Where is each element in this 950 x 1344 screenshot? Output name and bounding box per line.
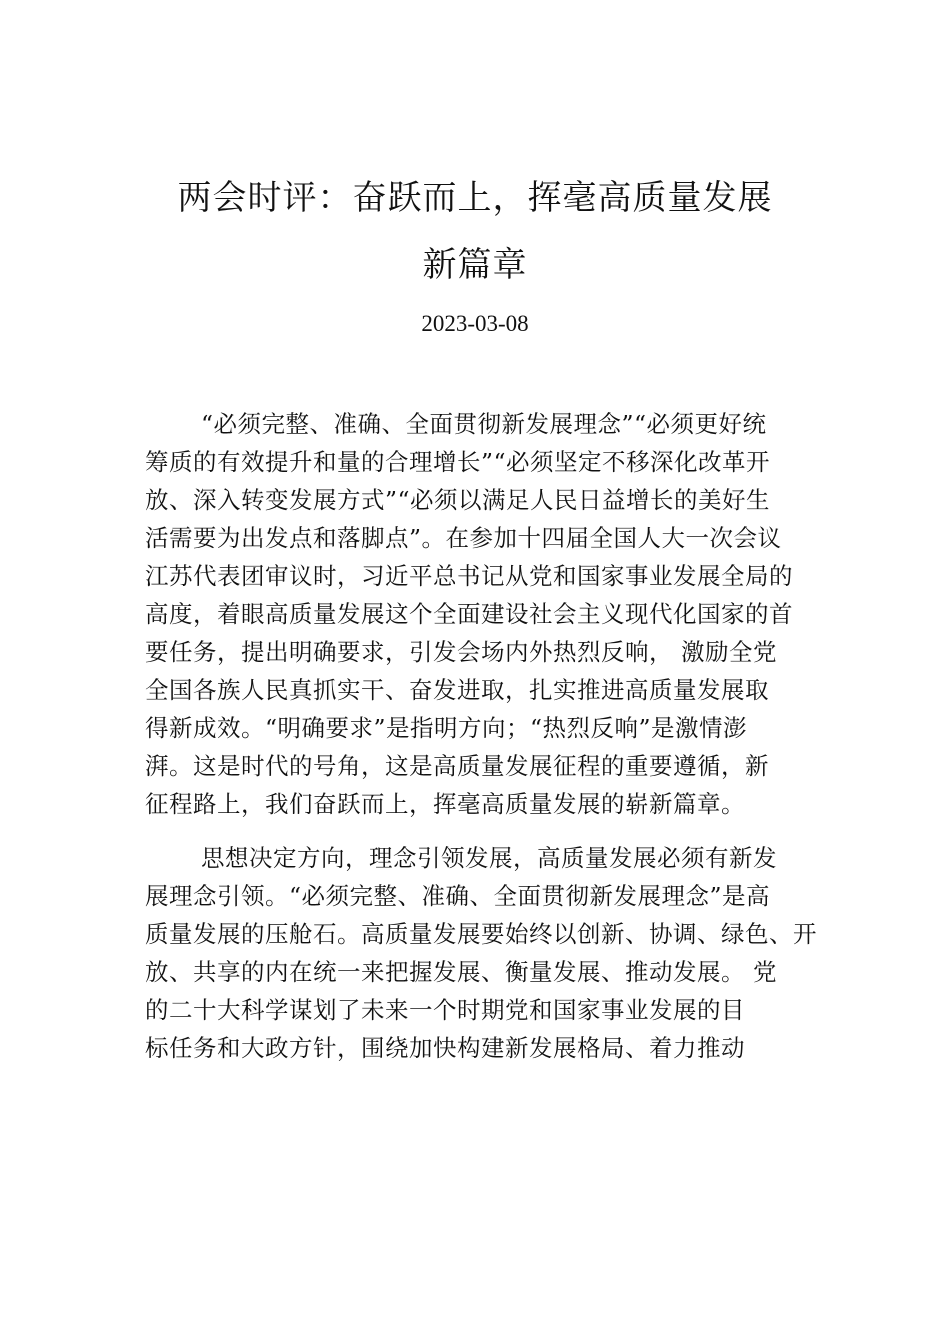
paragraph-line: “必须完整、准确、全面贯彻新发展理念”“必须更好统: [201, 410, 767, 438]
paragraph-line: 湃。这是时代的号角，这是高质量发展征程的重要遵循，新: [145, 752, 769, 780]
paragraph-line: 标任务和大政方针，围绕加快构建新发展格局、着力推动: [145, 1034, 745, 1062]
paragraph-line: 放、共享的内在统一来把握发展、衡量发展、推动发展。 党: [145, 958, 777, 986]
paragraph-line: 全国各族人民真抓实干、奋发进取，扎实推进高质量发展取: [145, 676, 769, 704]
publish-date: 2023-03-08: [421, 311, 529, 336]
paragraph-line: 活需要为出发点和落脚点”。在参加十四届全国人大一次会议: [145, 524, 782, 552]
paragraph-line: 要任务，提出明确要求，引发会场内外热烈反响， 激励全党: [145, 638, 777, 666]
paragraph-line: 筹质的有效提升和量的合理增长”“必须坚定不移深化改革开: [145, 448, 771, 476]
paragraph-line: 征程路上，我们奋跃而上，挥毫高质量发展的崭新篇章。: [145, 790, 745, 818]
paragraph-line: 的二十大科学谋划了未来一个时期党和国家事业发展的目: [145, 996, 745, 1024]
paragraph-line: 展理念引领。“必须完整、准确、全面贯彻新发展理念”是高: [145, 882, 771, 910]
paragraph-1: [145, 405, 825, 823]
paragraph-line: 思想决定方向，理念引领发展，高质量发展必须有新发: [201, 844, 777, 872]
paragraph-line: 高度，着眼高质量发展这个全面建设社会主义现代化国家的首: [145, 600, 793, 628]
paragraph-line: 质量发展的压舱石。高质量发展要始终以创新、协调、绿色、开: [145, 920, 817, 948]
document-title-line2: 新篇章: [422, 245, 528, 285]
paragraph-line: 放、深入转变发展方式”“必须以满足人民日益增长的美好生: [145, 486, 771, 514]
paragraph-line: 得新成效。“明确要求”是指明方向；“热烈反响”是激情澎: [145, 714, 748, 742]
document-title-line1: 两会时评：奋跃而上，挥毫高质量发展: [177, 178, 773, 218]
paragraph-line: 江苏代表团审议时，习近平总书记从党和国家事业发展全局的: [145, 562, 793, 590]
paragraph-2: [145, 839, 825, 1067]
